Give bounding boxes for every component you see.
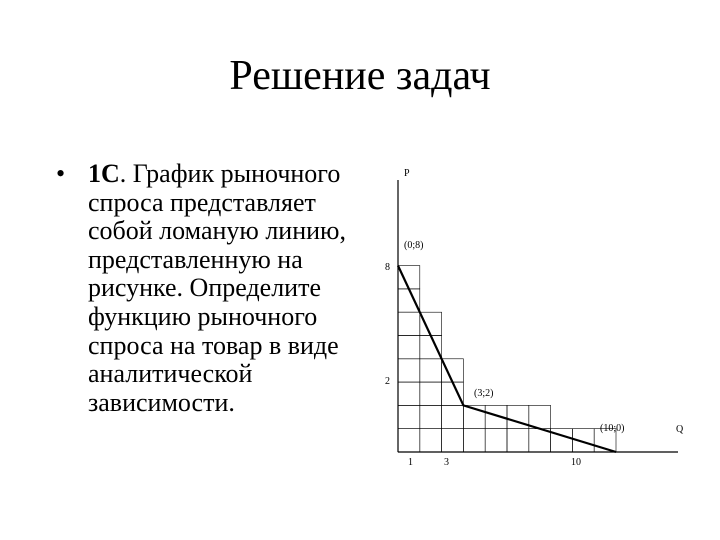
grid-cell <box>398 266 420 289</box>
y-tick-label-2: 2 <box>385 376 390 387</box>
grid-cell <box>420 312 442 335</box>
grid-cell <box>529 405 551 428</box>
grid-cell <box>398 429 420 452</box>
grid-cell <box>398 405 420 428</box>
grid-cell <box>398 336 420 359</box>
grid-cell <box>463 429 485 452</box>
grid-cell <box>442 405 464 428</box>
task-statement: . График рыночного спроса представляет собой ломаную линию, представленную на рисунке. Определите функцию рыночного спроса на товар в виде аналитической зависимости. <box>88 159 346 417</box>
grid-cell <box>420 429 442 452</box>
x-tick-label-3: 3 <box>444 457 449 468</box>
grid-cell <box>398 382 420 405</box>
point-label-3-2: (3;2) <box>474 388 494 399</box>
grid-cell <box>529 429 551 452</box>
grid-cell <box>420 336 442 359</box>
grid-cell <box>442 429 464 452</box>
x-tick-label-10: 10 <box>571 457 581 468</box>
grid-lines <box>398 266 616 452</box>
grid-cell <box>420 359 442 382</box>
y-tick-label-8: 8 <box>385 262 390 273</box>
grid-cell <box>485 429 507 452</box>
point-label-0-8: (0;8) <box>404 240 424 251</box>
slide-title: Решение задач <box>229 53 491 99</box>
grid-cell <box>442 359 464 382</box>
p-axis-label: P <box>404 168 410 179</box>
grid-cell <box>507 429 529 452</box>
x-tick-label-1: 1 <box>408 457 413 468</box>
grid-cell <box>442 382 464 405</box>
grid-cell <box>398 359 420 382</box>
grid-cell <box>398 289 420 312</box>
point-label-10-0: (10;0) <box>600 423 625 434</box>
grid-cell <box>420 405 442 428</box>
task-number: 1С <box>88 159 120 188</box>
grid-cell <box>420 382 442 405</box>
grid-cell <box>398 312 420 335</box>
bullet-marker: • <box>56 159 66 188</box>
q-axis-label: Q <box>676 424 684 435</box>
